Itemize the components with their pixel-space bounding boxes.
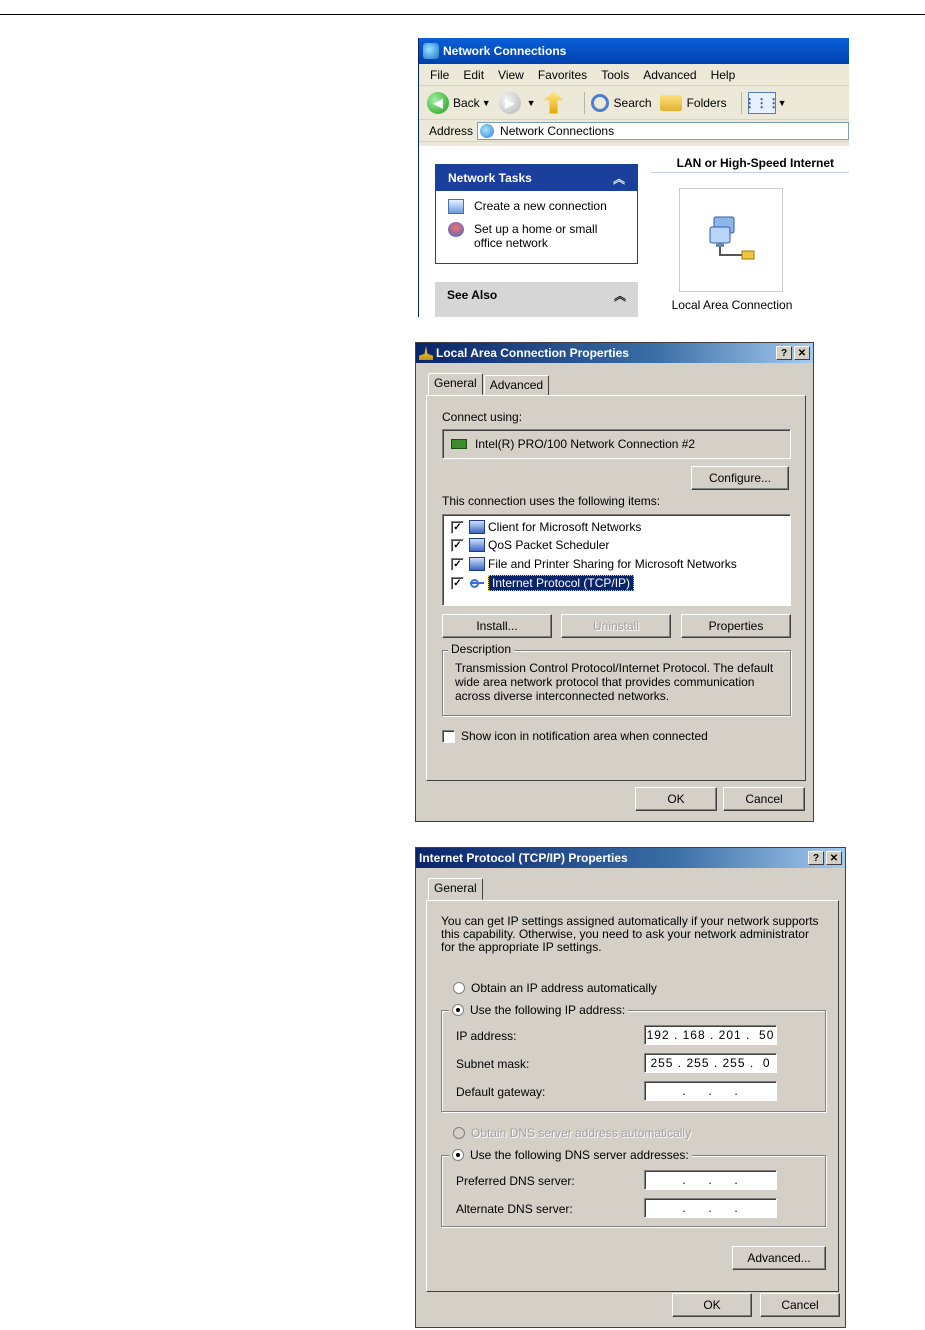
folders-label: Folders bbox=[686, 95, 727, 110]
dialog-title: Local Area Connection Properties bbox=[436, 346, 629, 360]
network-tasks-title: Network Tasks bbox=[448, 171, 532, 185]
intro-text: You can get IP settings assigned automatically if your network supports this capability. Otherwise, you need to ask your network administrator for the appropriate IP settings. bbox=[441, 914, 819, 954]
search-button[interactable] bbox=[591, 94, 652, 112]
collapse-icon[interactable]: ︽ bbox=[612, 171, 625, 186]
close-icon[interactable]: ✕ bbox=[794, 346, 810, 360]
back-dropdown-icon[interactable]: ▼ bbox=[481, 97, 491, 108]
group-header: LAN or High-Speed Internet bbox=[651, 156, 849, 173]
network-connections-icon bbox=[480, 124, 494, 138]
lan-connection-icon bbox=[708, 213, 756, 263]
see-also-panel bbox=[435, 282, 638, 317]
alternate-dns-label: Alternate DNS server: bbox=[456, 1202, 573, 1216]
tab-strip bbox=[428, 880, 484, 902]
address-value: Network Connections bbox=[500, 123, 615, 138]
local-area-connection-label: Local Area Connection bbox=[671, 298, 793, 312]
help-icon[interactable]: ? bbox=[776, 346, 792, 360]
use-following-ip-radio[interactable] bbox=[452, 1004, 464, 1016]
use-following-dns-radio[interactable] bbox=[452, 1149, 464, 1161]
dialog-titlebar bbox=[416, 848, 845, 868]
menu-advanced[interactable]: Advanced bbox=[643, 67, 697, 82]
ip-address-label: IP address: bbox=[456, 1029, 517, 1043]
obtain-ip-auto-label: Obtain an IP address automatically bbox=[471, 981, 657, 995]
network-client-icon bbox=[469, 520, 485, 534]
ip-address-input[interactable]: 192 . 168 . 201 . 50 bbox=[644, 1025, 777, 1045]
show-icon-label: Show icon in notification area when connected bbox=[461, 729, 708, 743]
page-top-rule bbox=[0, 14, 925, 15]
configure-button[interactable]: Configure... bbox=[691, 466, 789, 490]
description-label: Description bbox=[448, 642, 514, 656]
description-text: Transmission Control Protocol/Internet Protocol. The default wide area network protocol that provides communication across diverse interconnected networks. bbox=[455, 661, 774, 703]
qos-checkbox[interactable]: ✓ bbox=[451, 539, 464, 552]
ok-button[interactable]: OK bbox=[635, 787, 717, 811]
preferred-dns-input[interactable]: . . . bbox=[644, 1170, 777, 1190]
menu-tools[interactable]: Tools bbox=[601, 67, 630, 82]
protocol-icon bbox=[469, 576, 485, 590]
up-folder-icon bbox=[544, 92, 564, 114]
cancel-button[interactable]: Cancel bbox=[760, 1293, 840, 1317]
show-icon-checkbox[interactable] bbox=[442, 730, 455, 743]
default-gateway-label: Default gateway: bbox=[456, 1085, 546, 1099]
menu-edit[interactable]: Edit bbox=[463, 67, 485, 82]
items-label: This connection uses the following items: bbox=[442, 494, 661, 508]
forward-arrow-icon: ▶ bbox=[499, 92, 521, 114]
obtain-dns-auto-label: Obtain DNS server address automatically bbox=[471, 1126, 692, 1140]
adapter-name: Intel(R) PRO/100 Network Connection #2 bbox=[475, 437, 696, 451]
alternate-dns-input[interactable]: . . . bbox=[644, 1198, 777, 1218]
tab-general[interactable]: General bbox=[428, 373, 483, 395]
obtain-ip-auto-option[interactable] bbox=[453, 981, 657, 995]
menu-favorites[interactable]: Favorites bbox=[537, 67, 588, 82]
install-button[interactable]: Install... bbox=[442, 614, 552, 638]
address-label: Address bbox=[429, 123, 474, 138]
network-connections-window bbox=[418, 38, 849, 317]
list-item-tcpip[interactable] bbox=[451, 575, 634, 591]
tab-strip bbox=[428, 375, 550, 397]
preferred-dns-label: Preferred DNS server: bbox=[456, 1174, 575, 1188]
window-titlebar bbox=[419, 38, 849, 64]
dialog-title: Internet Protocol (TCP/IP) Properties bbox=[419, 851, 628, 865]
back-label: Back bbox=[453, 95, 480, 110]
subnet-mask-input[interactable]: 255 . 255 . 255 . 0 bbox=[644, 1053, 777, 1073]
obtain-ip-auto-radio[interactable] bbox=[453, 982, 465, 994]
task-create-connection[interactable] bbox=[448, 199, 637, 214]
connect-using-label: Connect using: bbox=[442, 410, 523, 424]
window-title: Network Connections bbox=[443, 44, 567, 58]
use-following-ip-option[interactable] bbox=[449, 1003, 628, 1017]
adapter-field bbox=[442, 429, 791, 459]
list-item-label: File and Printer Sharing for Microsoft Networks bbox=[488, 557, 737, 571]
tcpip-checkbox[interactable]: ✓ bbox=[451, 577, 464, 590]
default-gateway-input[interactable]: . . . bbox=[644, 1081, 777, 1101]
explorer-body bbox=[419, 146, 849, 317]
network-tasks-panel bbox=[435, 164, 638, 264]
obtain-dns-auto-radio[interactable] bbox=[453, 1127, 465, 1139]
list-item-label: Client for Microsoft Networks bbox=[488, 520, 642, 534]
up-button[interactable] bbox=[544, 92, 570, 114]
help-icon[interactable]: ? bbox=[808, 851, 824, 865]
back-button[interactable] bbox=[427, 92, 491, 114]
menu-view[interactable]: View bbox=[498, 67, 524, 82]
general-tab-panel bbox=[426, 900, 839, 1292]
network-service-icon bbox=[469, 538, 485, 552]
lan-properties-dialog bbox=[415, 342, 814, 822]
components-list bbox=[442, 514, 791, 606]
collapse-icon[interactable]: ︽ bbox=[613, 288, 626, 303]
tab-general[interactable]: General bbox=[428, 878, 483, 900]
local-area-connection-tile[interactable] bbox=[679, 188, 783, 292]
show-icon-option[interactable] bbox=[442, 729, 708, 743]
address-field[interactable] bbox=[477, 122, 849, 140]
folders-icon bbox=[660, 95, 682, 111]
general-tab-panel bbox=[426, 395, 806, 781]
forward-dropdown-icon[interactable]: ▼ bbox=[526, 97, 536, 108]
views-button[interactable] bbox=[743, 92, 787, 114]
use-following-dns-option[interactable] bbox=[449, 1148, 692, 1162]
client-checkbox[interactable]: ✓ bbox=[451, 521, 464, 534]
task-label: Create a new connection bbox=[474, 199, 607, 213]
see-also-title: See Also bbox=[447, 288, 498, 302]
toolbar-separator bbox=[741, 92, 742, 114]
dialog-titlebar bbox=[416, 343, 813, 363]
use-following-dns-label: Use the following DNS server addresses: bbox=[470, 1148, 689, 1162]
address-bar bbox=[419, 120, 849, 142]
list-item-qos[interactable] bbox=[451, 538, 609, 552]
list-item-label-selected: Internet Protocol (TCP/IP) bbox=[488, 575, 634, 591]
views-icon: ⋮⋮⋮ bbox=[748, 92, 776, 114]
network-tasks-header[interactable] bbox=[436, 165, 637, 191]
uninstall-button[interactable]: Uninstall bbox=[561, 614, 671, 638]
file-sharing-checkbox[interactable]: ✓ bbox=[451, 558, 464, 571]
search-label: Search bbox=[613, 95, 652, 110]
network-service-icon bbox=[469, 557, 485, 571]
cancel-button[interactable]: Cancel bbox=[723, 787, 805, 811]
subnet-mask-label: Subnet mask: bbox=[456, 1057, 530, 1071]
advanced-button[interactable]: Advanced... bbox=[732, 1246, 826, 1270]
new-connection-icon bbox=[448, 199, 464, 214]
tab-advanced[interactable]: Advanced bbox=[484, 375, 549, 397]
back-arrow-icon: ◀ bbox=[427, 92, 449, 114]
ok-button[interactable]: OK bbox=[672, 1293, 752, 1317]
tcpip-properties-dialog bbox=[415, 847, 846, 1328]
toolbar bbox=[419, 86, 849, 120]
home-network-icon bbox=[448, 222, 464, 237]
menu-help[interactable]: Help bbox=[710, 67, 736, 82]
network-connections-icon bbox=[423, 43, 439, 59]
task-label: Set up a home or small office network bbox=[474, 222, 598, 250]
lan-connection-icon bbox=[419, 346, 433, 360]
search-icon bbox=[591, 94, 609, 112]
menu-file[interactable]: File bbox=[430, 67, 450, 82]
forward-button[interactable] bbox=[499, 92, 536, 114]
use-following-ip-label: Use the following IP address: bbox=[470, 1003, 626, 1017]
close-icon[interactable]: ✕ bbox=[826, 851, 842, 865]
toolbar-separator bbox=[584, 92, 585, 114]
views-dropdown-icon[interactable]: ▼ bbox=[777, 97, 787, 108]
network-adapter-icon bbox=[451, 439, 467, 449]
menu-bar bbox=[419, 64, 849, 86]
list-item-label: QoS Packet Scheduler bbox=[488, 538, 610, 552]
see-also-header[interactable] bbox=[435, 282, 638, 308]
folders-button[interactable] bbox=[660, 95, 727, 111]
obtain-dns-auto-option[interactable] bbox=[453, 1126, 691, 1140]
list-item-file-sharing[interactable] bbox=[451, 557, 737, 571]
task-home-network[interactable] bbox=[448, 222, 637, 250]
list-item-client[interactable] bbox=[451, 520, 641, 534]
properties-button[interactable]: Properties bbox=[681, 614, 791, 638]
